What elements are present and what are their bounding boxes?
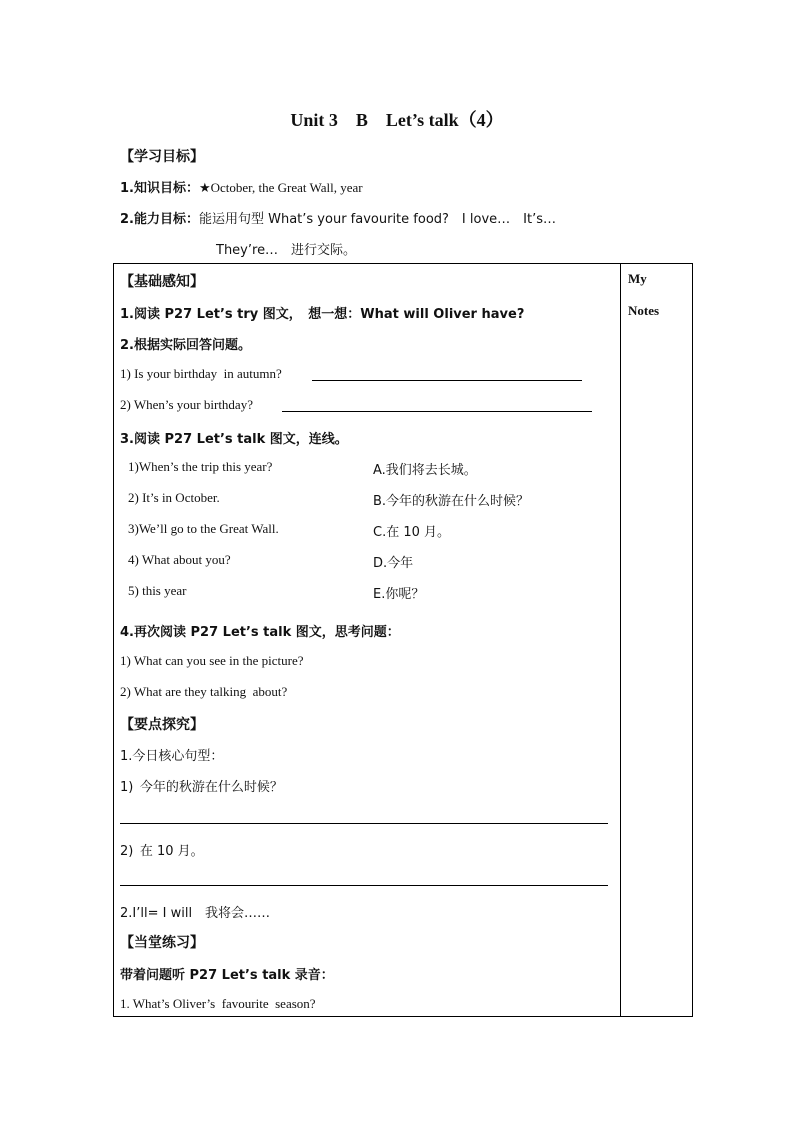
contraction-note: 2.I’ll= I will 我将会……: [120, 906, 271, 921]
knowledge-goal: [120, 177, 363, 196]
match-right-item: D.今年: [373, 556, 414, 571]
practice-question-1: 1. What’s Oliver’s favourite season?: [120, 996, 316, 1011]
core-sentence-heading: 1.今日核心句型：: [120, 749, 224, 764]
knowledge-goal-text: ★October, the Great Wall, year: [198, 180, 363, 195]
goals-heading: 【学习目标】: [120, 149, 204, 165]
practice-instruction: 带着问题听 P27 Let’s talk 录音：: [120, 968, 334, 983]
ability-goal-text-continued: They’re… 进行交际。: [216, 243, 357, 258]
match-left-item: 4) What about you?: [128, 552, 231, 567]
knowledge-goal-label: 1.知识目标：: [120, 181, 199, 196]
match-left-item: 3)We’ll go to the Great Wall.: [128, 521, 279, 536]
answer-blank-line[interactable]: [282, 411, 592, 412]
question-talking: 2) What are they talking about?: [120, 684, 288, 699]
practice-heading: 【当堂练习】: [120, 935, 204, 951]
notes-label-my: My: [628, 271, 647, 286]
answer-blank-line[interactable]: [312, 380, 582, 381]
key-points-heading: 【要点探究】: [120, 717, 204, 733]
basic-heading: 【基础感知】: [120, 274, 204, 290]
question-birthday-when: 2) When’s your birthday?: [120, 397, 253, 412]
match-right-item: A.我们将去长城。: [373, 463, 477, 478]
notes-label-notes: Notes: [628, 303, 660, 318]
answer-blank-line[interactable]: [120, 823, 608, 824]
answer-blank-line[interactable]: [120, 885, 608, 886]
basic-question-3: 3.阅读 P27 Let’s talk 图文，连线。: [120, 432, 348, 447]
match-right-item: B.今年的秋游在什么时候？: [373, 494, 530, 509]
ability-goal-text: 能运用句型 What’s your favourite food? I love… It’s…: [198, 212, 556, 227]
basic-question-4: 4.再次阅读 P27 Let’s talk 图文，思考问题：: [120, 625, 400, 640]
notes-column-divider: [620, 263, 621, 1017]
ability-goal: [120, 208, 556, 227]
match-left-item: 1)When’s the trip this year?: [128, 459, 273, 474]
core-sentence-1: 1) 今年的秋游在什么时候？: [120, 780, 283, 795]
question-picture: 1) What can you see in the picture?: [120, 653, 304, 668]
match-left-item: 5) this year: [128, 583, 187, 598]
match-right-item: C.在 10 月。: [373, 525, 451, 540]
basic-question-1: 1.阅读 P27 Let’s try 图文， 想一想：What will Oliver have?: [120, 307, 525, 322]
match-left-item: 2) It’s in October.: [128, 490, 220, 505]
question-birthday-autumn: 1) Is your birthday in autumn?: [120, 366, 282, 381]
basic-question-2: 2.根据实际回答问题。: [120, 338, 251, 353]
ability-goal-label: 2.能力目标：: [120, 212, 199, 227]
core-sentence-2: 2) 在 10 月。: [120, 844, 204, 859]
page-title: Unit 3 B Let’s talk（4）: [290, 110, 504, 130]
match-right-item: E.你呢？: [373, 587, 425, 602]
